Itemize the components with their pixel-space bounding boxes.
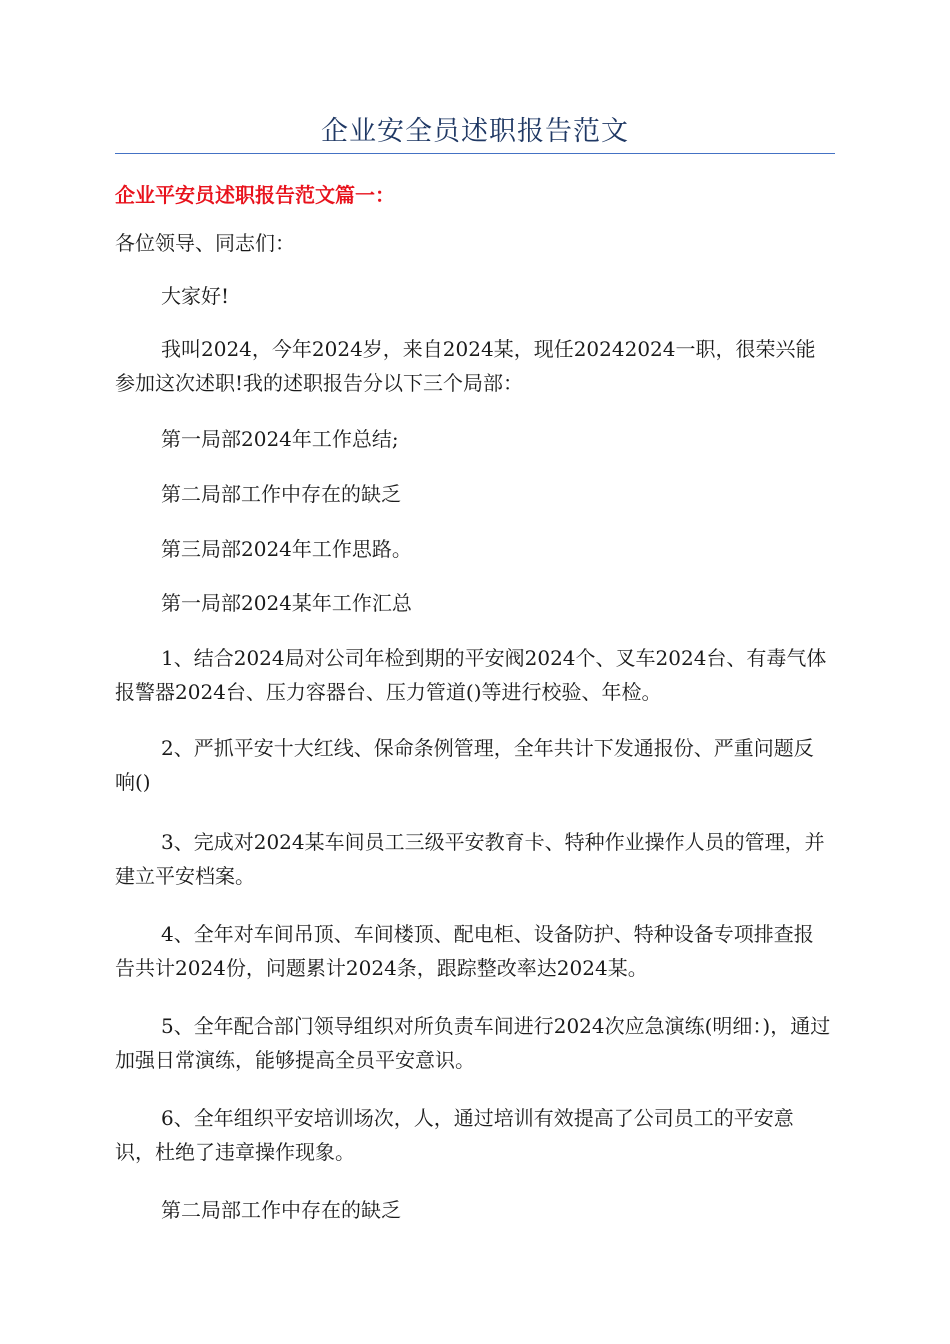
document-title: 企业安全员述职报告范文 xyxy=(321,116,629,147)
title-underline xyxy=(115,153,835,154)
paragraph-item-6: 6、全年组织平安培训场次，人，通过培训有效提高了公司员工的平安意识，杜绝了违章操作现象。 xyxy=(115,1106,794,1164)
paragraph-item-1: 1、结合2024局对公司年检到期的平安阀2024个、叉车2024台、有毒气体报警器2024台、压力容器台、压力管道()等进行校验、年检。 xyxy=(115,646,827,704)
paragraph-item-4: 4、全年对车间吊顶、车间楼顶、配电柜、设备防护、特种设备专项排查报告共计2024份，问题累计2024条，跟踪整改率达2024某。 xyxy=(115,922,814,980)
paragraph-outline-2: 第二局部工作中存在的缺乏 xyxy=(161,482,401,506)
paragraph-salutation: 各位领导、同志们： xyxy=(115,231,295,255)
paragraph-greeting: 大家好! xyxy=(161,284,230,308)
paragraph-part-two-heading: 第二局部工作中存在的缺乏 xyxy=(161,1198,401,1222)
paragraph-item-3: 3、完成对2024某车间员工三级平安教育卡、特种作业操作人员的管理，并建立平安档案。 xyxy=(115,830,825,888)
paragraph-intro: 我叫2024，今年2024岁，来自2024某，现任20242024一职，很荣兴能参加这次述职!我的述职报告分以下三个局部： xyxy=(115,337,816,395)
paragraph-part-one-heading: 第一局部2024某年工作汇总 xyxy=(161,591,412,615)
paragraph-item-2: 2、严抓平安十大红线、保命条例管理，全年共计下发通报份、严重问题反响() xyxy=(115,736,814,794)
paragraph-outline-3: 第三局部2024年工作思路。 xyxy=(161,537,412,561)
paragraph-item-5: 5、全年配合部门领导组织对所负责车间进行2024次应急演练(明细：)，通过加强日常演练，能够提高全员平安意识。 xyxy=(115,1014,831,1072)
paragraph-outline-1: 第一局部2024年工作总结; xyxy=(161,427,399,451)
section-heading: 企业平安员述职报告范文篇一： xyxy=(115,183,395,207)
